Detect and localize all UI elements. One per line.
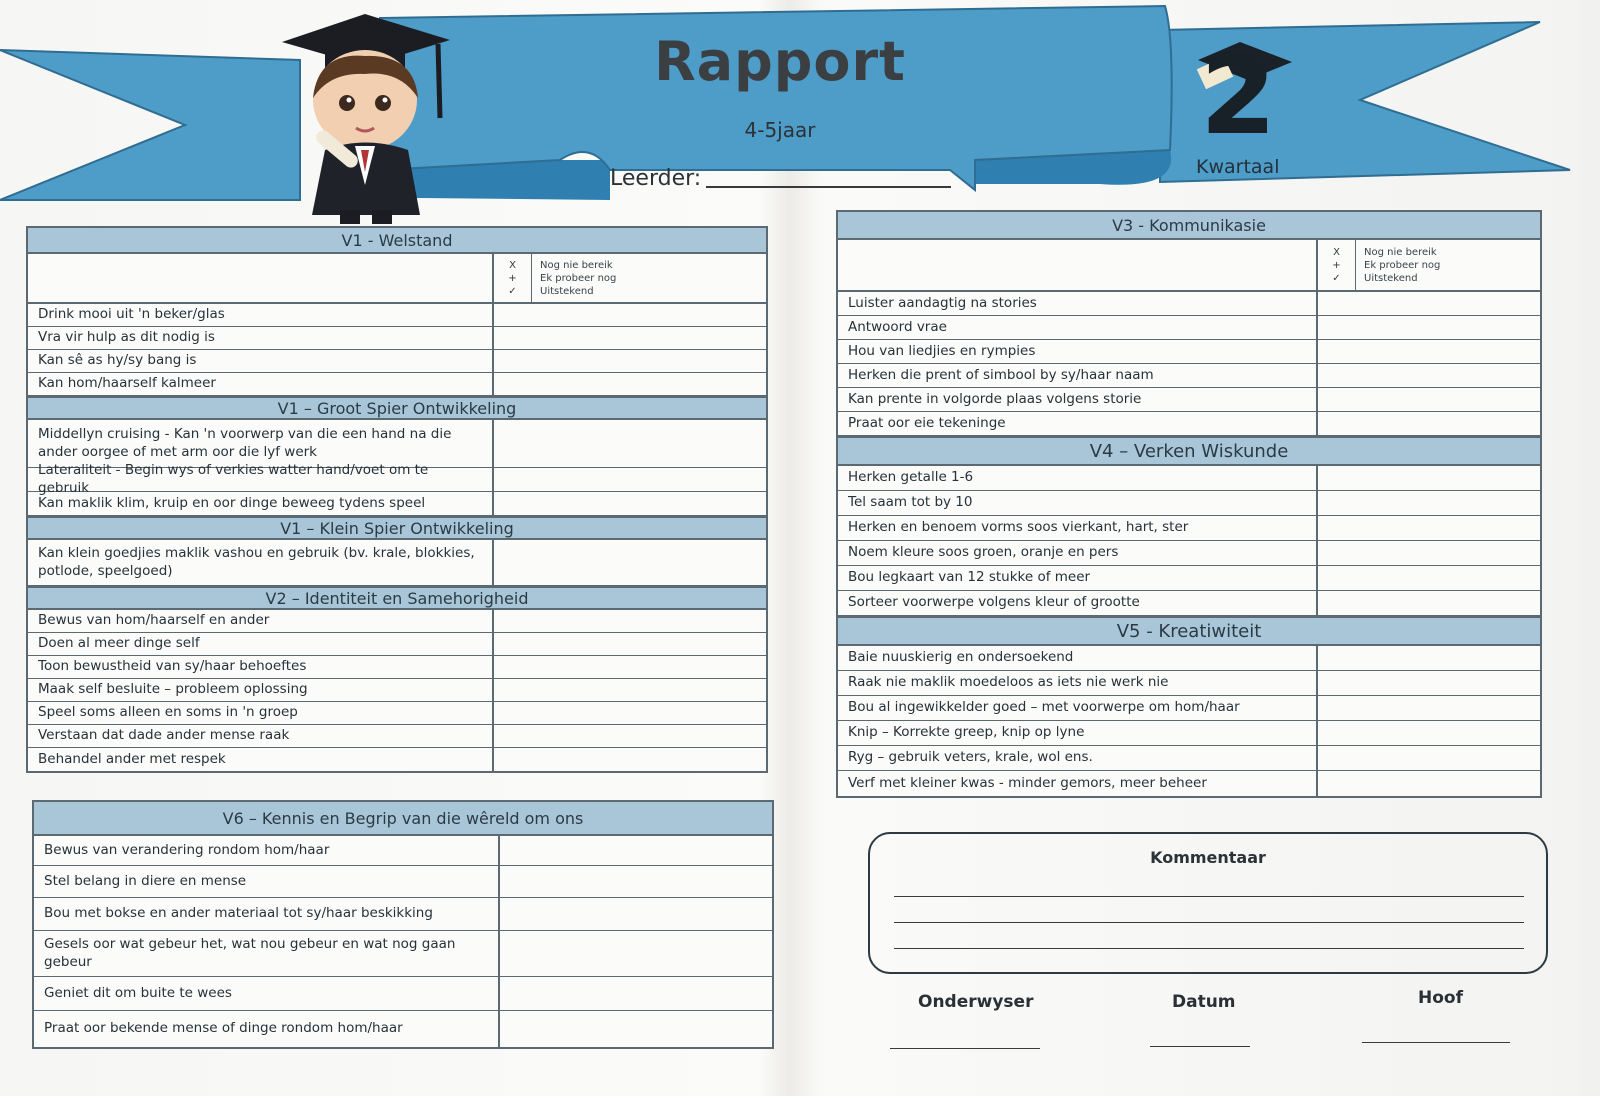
head-label: Hoof	[1418, 988, 1463, 1008]
rating-cell[interactable]	[1318, 646, 1540, 670]
rating-cell[interactable]	[494, 350, 766, 372]
criterion-label: Kan sê as hy/sy bang is	[28, 350, 494, 372]
table-row	[28, 633, 766, 656]
left-assessment-table	[26, 226, 768, 773]
table-row	[838, 364, 1540, 388]
table-row	[838, 316, 1540, 340]
criterion-label: Verf met kleiner kwas - minder gemors, meer beheer	[838, 771, 1318, 796]
rating-cell[interactable]	[500, 898, 772, 930]
rating-cell[interactable]	[1318, 316, 1540, 339]
criterion-label: Kan klein goedjies maklik vashou en gebruik (bv. krale, blokkies, potlode, speelgoed)	[28, 540, 494, 585]
rating-cell[interactable]	[494, 540, 766, 585]
table-row	[28, 461, 766, 496]
criterion-label: Tel saam tot by 10	[838, 491, 1318, 515]
legend-label: Ek probeer nog	[540, 272, 617, 284]
criterion-label: Verstaan dat dade ander mense raak	[28, 725, 494, 747]
comment-line[interactable]	[894, 948, 1524, 949]
rating-cell[interactable]	[494, 633, 766, 655]
table-row	[838, 671, 1540, 696]
criterion-label: Geniet dit om buite te wees	[34, 977, 500, 1010]
criterion-label: Kan hom/haarself kalmeer	[28, 373, 494, 395]
table-row	[838, 541, 1540, 566]
section-title: V4 – Verken Wiskunde	[838, 436, 1540, 466]
table-row	[28, 725, 766, 748]
criterion-label: Bou al ingewikkelder goed – met voorwerpe om hom/haar	[838, 696, 1318, 720]
rating-cell[interactable]	[1318, 746, 1540, 770]
criterion-label: Raak nie maklik moedeloos as iets nie werk nie	[838, 671, 1318, 695]
rating-cell[interactable]	[500, 931, 772, 976]
rating-cell[interactable]	[1318, 671, 1540, 695]
table-row	[34, 977, 772, 1011]
criterion-label: Bou legkaart van 12 stukke of meer	[838, 566, 1318, 590]
trying-symbol: +	[1332, 259, 1341, 271]
criterion-label: Kan maklik klim, kruip en oor dinge beweeg tydens speel	[28, 492, 494, 515]
criterion-label: Toon bewustheid van sy/haar behoeftes	[28, 656, 494, 678]
rating-cell[interactable]	[494, 725, 766, 747]
not-achieved-symbol: X	[509, 259, 516, 271]
criterion-label: Maak self besluite – probleem oplossing	[28, 679, 494, 701]
rating-cell[interactable]	[494, 327, 766, 349]
criterion-label: Ryg – gebruik veters, krale, wol ens.	[838, 746, 1318, 770]
section-title: V5 - Kreatiwiteit	[838, 616, 1540, 646]
learner-label: Leerder:	[610, 166, 702, 191]
header-banner	[0, 0, 1600, 230]
criterion-label: Sorteer voorwerpe volgens kleur of grootte	[838, 591, 1318, 615]
legend-row	[838, 240, 1540, 292]
table-row	[34, 836, 772, 866]
rating-cell[interactable]	[494, 702, 766, 724]
comment-line[interactable]	[894, 896, 1524, 897]
rating-cell[interactable]	[1318, 541, 1540, 565]
age-subtitle: 4-5jaar	[744, 118, 816, 142]
right-assessment-table	[836, 210, 1542, 798]
table-row	[28, 748, 766, 771]
teacher-label: Onderwyser	[918, 992, 1034, 1012]
table-row	[838, 646, 1540, 671]
rating-cell[interactable]	[494, 373, 766, 395]
table-row	[28, 327, 766, 350]
table-row	[838, 746, 1540, 771]
table-row	[838, 771, 1540, 796]
table-row	[28, 304, 766, 327]
table-row	[28, 540, 766, 586]
comment-title: Kommentaar	[1150, 848, 1266, 867]
legend-label: Nog nie bereik	[540, 259, 613, 271]
criterion-label: Drink mooi uit 'n beker/glas	[28, 304, 494, 326]
criterion-label: Herken en benoem vorms soos vierkant, hart, ster	[838, 516, 1318, 540]
legend	[1318, 240, 1540, 290]
date-label: Datum	[1172, 992, 1236, 1012]
criterion-label: Luister aandagtig na stories	[838, 292, 1318, 315]
rating-cell[interactable]	[1318, 340, 1540, 363]
table-row	[34, 1011, 772, 1047]
criterion-label: Doen al meer dinge self	[28, 633, 494, 655]
legend-label: Nog nie bereik	[1364, 246, 1437, 258]
table-row	[28, 610, 766, 633]
table-row	[838, 292, 1540, 316]
table-row	[838, 566, 1540, 591]
criterion-label: Speel soms alleen en soms in 'n groep	[28, 702, 494, 724]
section-title: V1 - Welstand	[28, 228, 766, 254]
comment-line[interactable]	[894, 922, 1524, 923]
legend-label: Uitstekend	[1364, 272, 1418, 284]
rating-cell[interactable]	[494, 656, 766, 678]
criterion-label: Antwoord vrae	[838, 316, 1318, 339]
rating-cell[interactable]	[1318, 516, 1540, 540]
report-title: Rapport	[654, 30, 906, 93]
criterion-label: Behandel ander met respek	[28, 748, 494, 771]
table-row	[34, 898, 772, 931]
excellent-symbol: ✓	[1332, 272, 1341, 284]
trying-symbol: +	[508, 272, 517, 284]
criterion-label: Baie nuuskierig en ondersoekend	[838, 646, 1318, 670]
criterion-label: Kan prente in volgorde plaas volgens storie	[838, 388, 1318, 411]
criterion-label: Lateraliteit - Begin wys of verkies watter hand/voet om te gebruik	[28, 468, 494, 491]
rating-cell[interactable]	[494, 468, 766, 491]
criterion-label: Vra vir hulp as dit nodig is	[28, 327, 494, 349]
rating-cell[interactable]	[500, 836, 772, 865]
table-row	[838, 340, 1540, 364]
rating-cell[interactable]	[494, 748, 766, 771]
section-title: V2 – Identiteit en Samehorigheid	[28, 586, 766, 610]
world-knowledge-table	[32, 800, 774, 1049]
quarter-label: Kwartaal	[1196, 156, 1280, 178]
date-field[interactable]	[1150, 1046, 1250, 1047]
rating-cell[interactable]	[1318, 696, 1540, 720]
table-row	[34, 931, 772, 977]
not-achieved-symbol: X	[1333, 246, 1340, 258]
rating-cell[interactable]	[494, 492, 766, 515]
head-signature-field[interactable]	[1362, 1042, 1510, 1043]
rating-cell[interactable]	[1318, 364, 1540, 387]
criterion-label: Knip – Korrekte greep, knip op lyne	[838, 721, 1318, 745]
table-row	[838, 696, 1540, 721]
section-title: V1 – Klein Spier Ontwikkeling	[28, 516, 766, 540]
rating-cell[interactable]	[494, 420, 766, 467]
rating-cell[interactable]	[500, 977, 772, 1010]
criterion-label: Stel belang in diere en mense	[34, 866, 500, 897]
legend-row	[28, 254, 766, 304]
rating-cell[interactable]	[494, 610, 766, 632]
rating-cell[interactable]	[500, 1011, 772, 1047]
rating-cell[interactable]	[1318, 721, 1540, 745]
comment-box[interactable]	[868, 832, 1548, 974]
table-row	[28, 702, 766, 725]
rating-cell[interactable]	[1318, 566, 1540, 590]
criterion-label: Middellyn cruising - Kan 'n voorwerp van die een hand na die ander oorgee of met arm oor die lyf werk	[28, 420, 494, 467]
legend-label: Ek probeer nog	[1364, 259, 1441, 271]
criterion-label: Praat oor eie tekeninge	[838, 412, 1318, 435]
rating-cell[interactable]	[494, 679, 766, 701]
criterion-label: Praat oor bekende mense of dinge rondom hom/haar	[34, 1011, 500, 1047]
excellent-symbol: ✓	[508, 285, 517, 297]
rating-cell[interactable]	[500, 866, 772, 897]
criterion-label: Bewus van hom/haarself en ander	[28, 610, 494, 632]
table-row	[28, 373, 766, 396]
rating-cell[interactable]	[494, 304, 766, 326]
table-row	[28, 492, 766, 516]
legend-label: Uitstekend	[540, 285, 594, 297]
table-row	[838, 388, 1540, 412]
criterion-label: Herken die prent of simbool by sy/haar naam	[838, 364, 1318, 387]
table-row	[28, 679, 766, 702]
criterion-label: Hou van liedjies en rympies	[838, 340, 1318, 363]
criterion-label: Gesels oor wat gebeur het, wat nou gebeur en wat nog gaan gebeur	[34, 931, 500, 976]
rating-cell[interactable]	[1318, 388, 1540, 411]
table-row	[28, 350, 766, 373]
legend	[494, 254, 766, 302]
table-row	[28, 656, 766, 679]
table-row	[28, 420, 766, 468]
table-row	[838, 412, 1540, 436]
teacher-signature-field[interactable]	[890, 1048, 1040, 1049]
table-row	[838, 721, 1540, 746]
table-row	[838, 591, 1540, 616]
learner-name-field[interactable]	[706, 186, 951, 188]
rating-cell[interactable]	[1318, 412, 1540, 435]
quarter-number: 2	[1200, 31, 1277, 159]
rating-cell[interactable]	[1318, 292, 1540, 315]
rating-cell[interactable]	[1318, 771, 1540, 796]
criterion-label: Herken getalle 1-6	[838, 466, 1318, 490]
criterion-label: Noem kleure soos groen, oranje en pers	[838, 541, 1318, 565]
criterion-label: Bewus van verandering rondom hom/haar	[34, 836, 500, 865]
criterion-label: Bou met bokse en ander materiaal tot sy/haar beskikking	[34, 898, 500, 930]
section-title: V6 – Kennis en Begrip van die wêreld om ons	[34, 802, 772, 836]
rating-cell[interactable]	[1318, 491, 1540, 515]
section-title: V1 – Groot Spier Ontwikkeling	[28, 396, 766, 420]
table-row	[34, 866, 772, 898]
table-row	[838, 466, 1540, 491]
rating-cell[interactable]	[1318, 466, 1540, 490]
table-row	[838, 516, 1540, 541]
section-title: V3 - Kommunikasie	[838, 212, 1540, 240]
table-row	[838, 491, 1540, 516]
rating-cell[interactable]	[1318, 591, 1540, 615]
